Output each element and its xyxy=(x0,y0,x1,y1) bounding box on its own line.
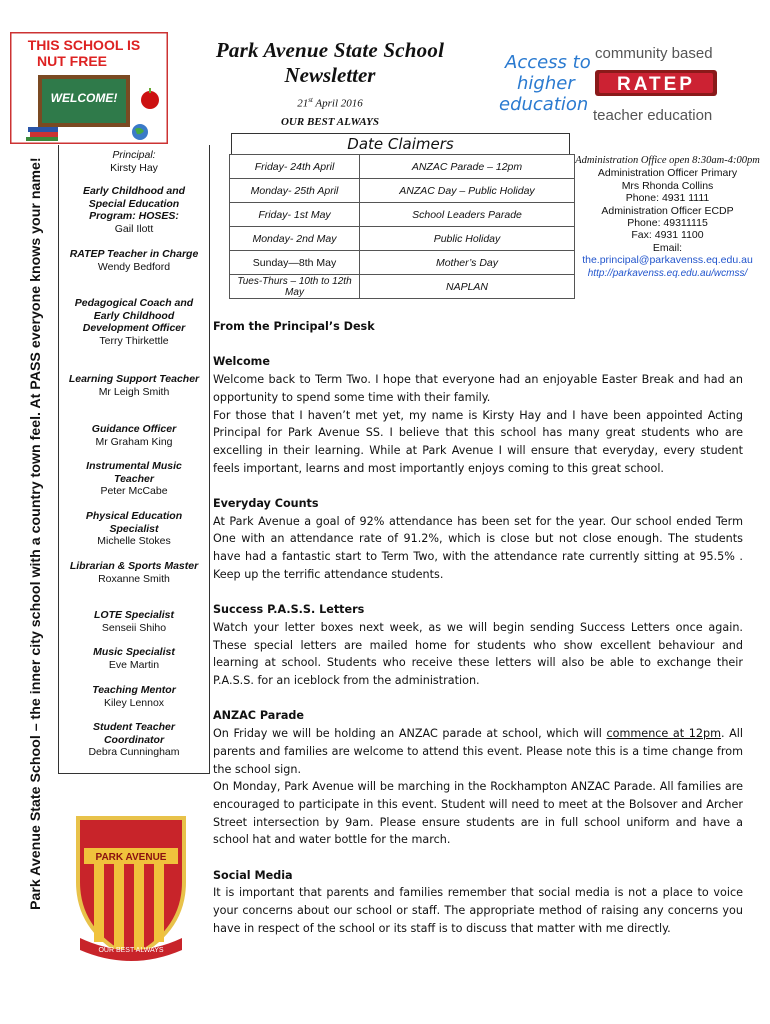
ratep-logo xyxy=(495,38,765,128)
date-claimer-row xyxy=(230,203,575,227)
section-heading: Welcome xyxy=(213,355,270,369)
section-heading: ANZAC Parade xyxy=(213,709,305,723)
school-motto: OUR BEST ALWAYS xyxy=(280,115,379,128)
contact-line: Phone: 49311115 xyxy=(627,217,708,230)
claimer-event: ANZAC Parade – 12pm xyxy=(360,155,575,179)
section-heading: Everyday Counts xyxy=(213,497,319,510)
staff-entry: Principal: Kirsty Hay xyxy=(110,149,158,174)
claimer-date: Friday- 24th April xyxy=(230,155,360,179)
staff-entry: Instrumental Music Teacher Peter McCabe xyxy=(86,460,182,497)
date-claimers-table xyxy=(229,154,575,299)
crest-name: PARK AVENUE xyxy=(95,852,167,863)
newsletter-title: Newsletter xyxy=(284,63,376,87)
date-claimer-row xyxy=(230,227,575,251)
ratep-higher-text: higher xyxy=(517,73,575,94)
claimer-event: Public Holiday xyxy=(360,227,575,251)
nut-free-line1: THIS SCHOOL IS xyxy=(27,37,141,53)
staff-entry: Physical Education Specialist Michelle Stokes xyxy=(85,510,183,547)
ratep-access-text: Access to xyxy=(505,52,591,73)
email-link[interactable]: the.principal@parkavenss.eq.edu.au xyxy=(582,254,753,267)
staff-entry: Early Childhood and Special Education Program: HOSES: Gail Ilott xyxy=(82,185,186,235)
ratep-community-text: community based xyxy=(595,45,713,62)
newsletter-body xyxy=(213,318,743,938)
apple-icon xyxy=(141,91,159,109)
school-name: Park Avenue State School xyxy=(215,38,445,62)
contact-line: Fax: 4931 1100 xyxy=(631,229,704,242)
paragraph: For those that I haven’t met yet, my name is Kirsty Hay and I have been appointed Acting Principal for Park Avenue SS. I believe that this school has many great students who are excelling in their learning. While at Park Avenue I will ensure that everyday, every student feels important, learns and most importantly enjoys coming to this great school. xyxy=(213,408,743,475)
staff-entry: RATEP Teacher in Charge Wendy Bedford xyxy=(69,248,199,273)
date-claimer-row xyxy=(230,275,575,299)
ratep-education-text: education xyxy=(499,94,589,115)
staff-entry: Guidance Officer Mr Graham King xyxy=(91,423,177,448)
paragraph: At Park Avenue a goal of 92% attendance has been set for the year. Our school ended Term One with an attendance rate of 91.2%, which is close but not close enough. The students have had a fantastic start to Term Two, with the attendance rate currently sitting at 95.5% . Keep up the terrific attendance students. xyxy=(213,514,743,581)
claimer-date: Tues-Thurs – 10th to 12th May xyxy=(230,275,360,299)
date-claimers-title: Date Claimers xyxy=(231,133,570,154)
claimer-date: Sunday—8th May xyxy=(230,251,360,275)
office-hours: Administration Office open 8:30am-4:00pm xyxy=(575,155,760,166)
chalkboard-text: WELCOME! xyxy=(50,91,118,105)
books-icon xyxy=(28,127,58,132)
staff-entry: Student Teacher Coordinator Debra Cunningham xyxy=(88,721,180,758)
staff-entry: Pedagogical Coach and Early Childhood Development Officer Terry Thirkettle xyxy=(74,297,194,347)
newsletter-header xyxy=(180,38,480,128)
paragraph: Welcome back to Term Two. I hope that everyone had an enjoyable Easter Break and had an opportunity to spend some time with their family. xyxy=(213,373,743,404)
nut-free-sign xyxy=(10,32,168,144)
contact-line: Phone: 4931 1111 xyxy=(625,192,710,205)
crest-motto: OUR BEST ALWAYS xyxy=(98,947,164,954)
ratep-teacher-text: teacher education xyxy=(593,107,713,124)
contact-line: Administration Officer ECDP xyxy=(601,204,734,217)
staff-entry: LOTE Specialist Senseii Shiho xyxy=(94,609,174,634)
contact-line: Email: xyxy=(652,241,683,254)
claimer-date: Monday- 2nd May xyxy=(230,227,360,251)
paragraph: On Monday, Park Avenue will be marching in the Rockhampton ANZAC Parade. All families are encouraged to participate in this event. Student will need to meet at the Bolsover and Archer Street intersection by 9am. Please ensure students are in full school uniform and have a school hat and water bottle for the march. xyxy=(213,780,743,847)
date-claimer-row xyxy=(230,251,575,275)
section-heading: Success P.A.S.S. Letters xyxy=(213,603,365,617)
vertical-slogan: Park Avenue State School – the inner city school with a country town feel. At PASS everyone knows your name! xyxy=(28,157,44,910)
date-claimer-row xyxy=(230,179,575,203)
website-link[interactable]: http://parkavenss.eq.edu.au/wcmss/ xyxy=(587,267,748,279)
paragraph: Watch your letter boxes next week, as we will begin sending Success Letters once again. These special letters are mailed home for students who show excellent behaviour and learning at school. Students who receive these letters will also be able to exchange their P.A.S.S. for an iceblock from the administration. xyxy=(213,620,743,688)
paragraph: It is important that parents and families remember that social media is not a place to voice your concerns about our school or staff. The appropriate method of raising any concerns you have in respect of the school or its staff is to discuss that matter with me directly. xyxy=(213,886,743,935)
claimer-date: Friday- 1st May xyxy=(230,203,360,227)
contact-line: Administration Officer Primary xyxy=(597,167,738,180)
staff-entry: Librarian & Sports Master Roxanne Smith xyxy=(69,560,199,585)
staff-entry: Music Specialist Eve Martin xyxy=(93,646,175,671)
contact-panel xyxy=(570,155,765,280)
issue-date: 21st April 2016 xyxy=(297,96,363,110)
claimer-event: ANZAC Day – Public Holiday xyxy=(360,179,575,203)
claimer-event: Mother’s Day xyxy=(360,251,575,275)
ratep-brand-text: RATEP xyxy=(617,74,695,95)
section-heading: Social Media xyxy=(213,868,293,882)
date-claimer-row xyxy=(230,155,575,179)
section-heading: From the Principal’s Desk xyxy=(213,320,375,333)
staff-entry: Teaching Mentor Kiley Lennox xyxy=(92,684,176,709)
staff-list xyxy=(58,145,210,774)
staff-entry: Learning Support Teacher Mr Leigh Smith xyxy=(68,373,200,398)
paragraph: On Friday we will be holding an ANZAC parade at school, which will commence at 12pm. All parents and families are welcome to attend this event. Please note this is a time change from the school sign. xyxy=(213,727,744,776)
contact-line: Mrs Rhonda Collins xyxy=(621,179,714,192)
claimer-event: School Leaders Parade xyxy=(360,203,575,227)
nut-free-line2: NUT FREE xyxy=(37,53,107,69)
claimer-event: NAPLAN xyxy=(360,275,575,299)
claimer-date: Monday- 25th April xyxy=(230,179,360,203)
school-crest xyxy=(70,812,192,962)
